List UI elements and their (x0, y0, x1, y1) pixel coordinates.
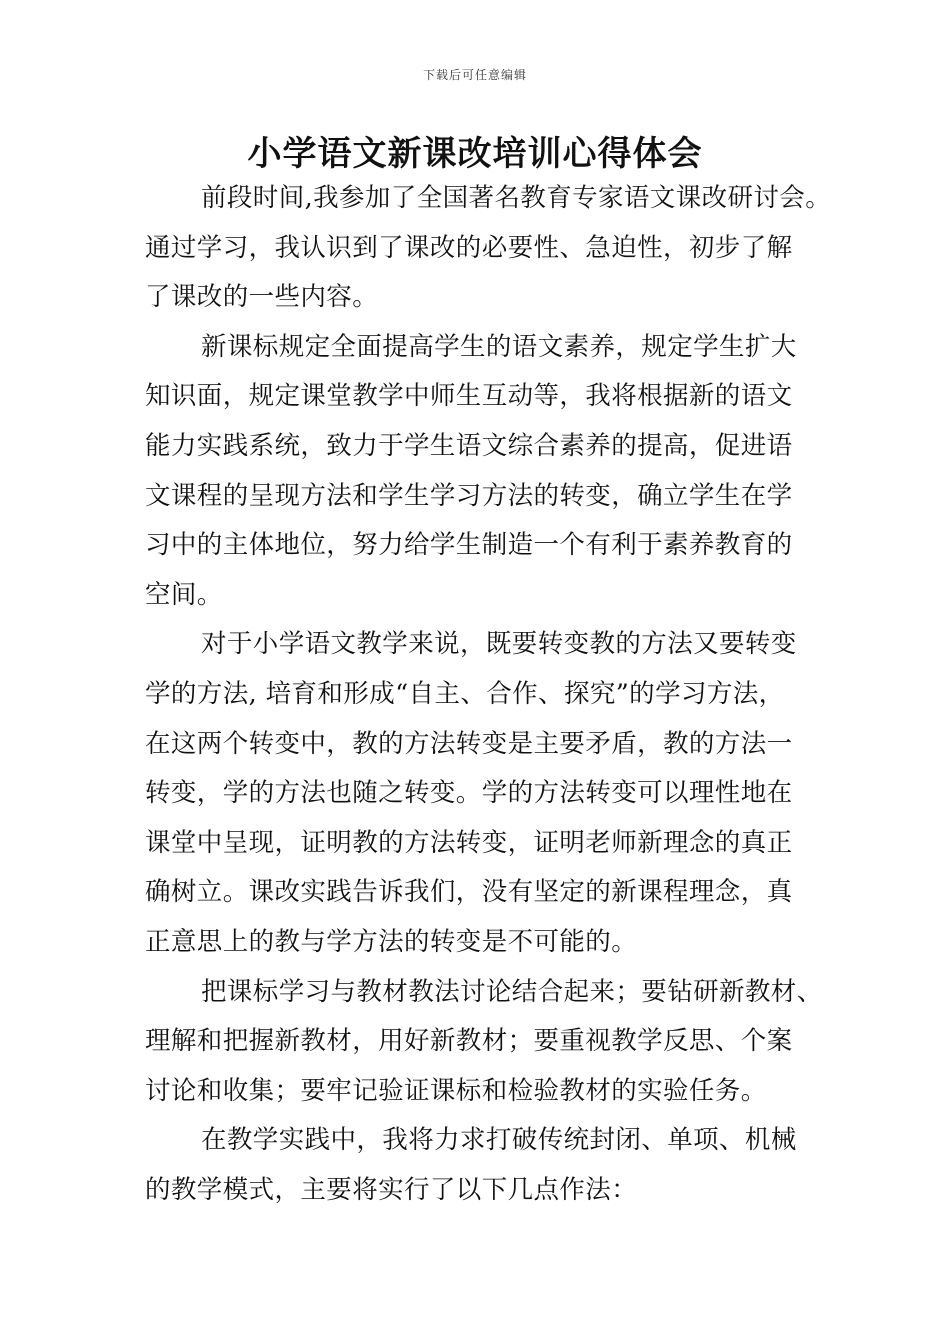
paragraph-line: 文课程的呈现方法和学生学习方法的转变，确立学生在学 (145, 480, 793, 511)
paragraph (145, 968, 821, 1117)
paragraph-line: 学的方法, 培育和形成“自主、合作、探究”的学习方法， (145, 678, 785, 709)
paragraph-line: 在这两个转变中，教的方法转变是主要矛盾，教的方法一 (145, 728, 793, 759)
paragraph-line: 把课标学习与教材教法讨论结合起来；要钻研新教材、 (201, 976, 823, 1007)
paragraph-line: 空间。 (145, 579, 223, 610)
paragraph (145, 174, 832, 323)
paragraph-line: 理解和把握新教材，用好新教材；要重视教学反思、个案 (145, 1026, 793, 1057)
paragraph-line: 对于小学语文教学来说，既要转变教的方法又要转变 (201, 629, 797, 660)
paragraph (145, 620, 821, 967)
paragraph-line: 确树立。课改实践告诉我们，没有坚定的新课程理念，真 (145, 877, 793, 908)
paragraph-line: 通过学习，我认识到了课改的必要性、急迫性，初步了解 (145, 232, 793, 263)
paragraph-line: 讨论和收集；要牢记验证课标和检验教材的实验任务。 (145, 1075, 767, 1106)
paragraph-line: 课堂中呈现，证明教的方法转变，证明老师新理念的真正 (145, 827, 793, 858)
paragraph-line: 知识面，规定课堂教学中师生互动等，我将根据新的语文 (145, 381, 793, 412)
paragraph-line: 新课标规定全面提高学生的语文素养，规定学生扩大 (201, 331, 797, 362)
paragraph-line: 在教学实践中，我将力求打破传统封闭、单项、机械 (201, 1125, 797, 1156)
paragraph-line: 能力实践系统，致力于学生语文综合素养的提高，促进语 (145, 430, 793, 461)
document-body (145, 174, 832, 1215)
paragraph-line: 正意思上的教与学方法的转变是不可能的。 (145, 926, 638, 957)
paragraph (145, 1116, 821, 1215)
paragraph (145, 323, 821, 621)
document-title: 小学语文新课改培训心得体会 (247, 134, 703, 174)
header-note: 下载后可任意编辑 (422, 68, 527, 82)
paragraph-line: 前段时间,我参加了全国著名教育专家语文课改研讨会。 (201, 183, 832, 213)
paragraph-line: 的教学模式，主要将实行了以下几点作法： (145, 1174, 638, 1205)
paragraph-line: 转变，学的方法也随之转变。学的方法转变可以理性地在 (145, 778, 793, 809)
paragraph-line: 习中的主体地位，努力给学生制造一个有利于素养教育的 (145, 530, 793, 561)
paragraph-line: 了课改的一些内容。 (145, 282, 379, 313)
